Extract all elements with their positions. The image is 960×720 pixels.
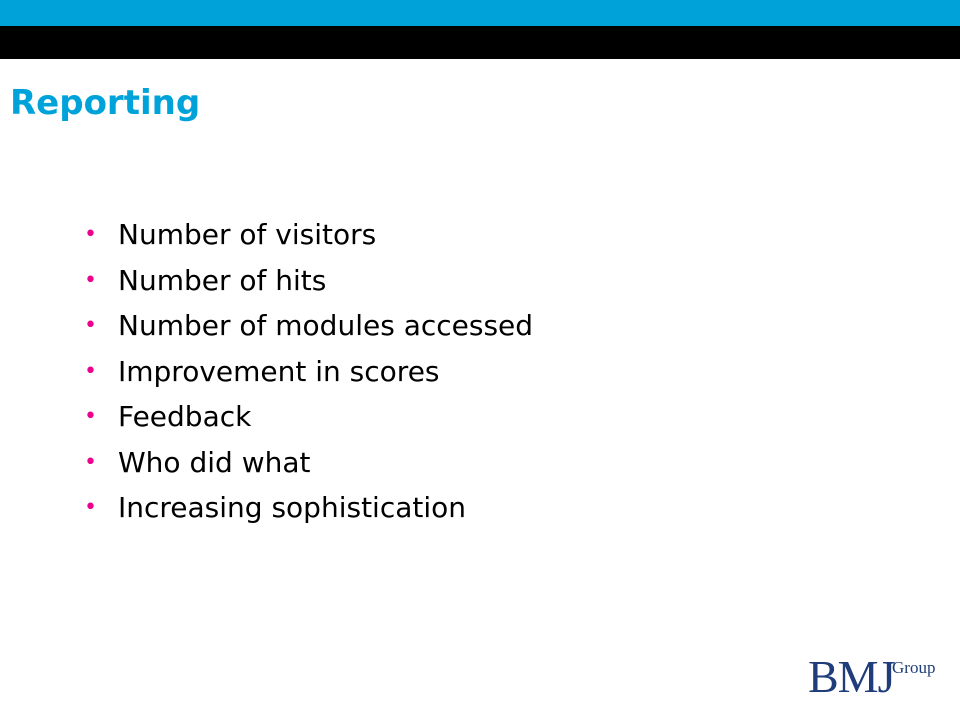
- list-item-text: Feedback: [118, 400, 252, 433]
- bullet-icon: •: [84, 449, 97, 475]
- list-item: [84, 258, 533, 304]
- list-item-text: Number of hits: [118, 263, 327, 297]
- list-item: [84, 303, 533, 349]
- slide-title: Reporting: [10, 83, 201, 123]
- list-item-text: Increasing sophistication: [118, 491, 467, 524]
- header-band: [0, 26, 960, 59]
- bullet-icon: •: [84, 404, 97, 429]
- list-item: [84, 212, 533, 258]
- bmj-group-logo: [808, 652, 948, 702]
- list-item-text: Number of visitors: [118, 218, 377, 251]
- bullet-icon: •: [84, 358, 97, 384]
- top-accent-band: [0, 0, 960, 26]
- bullet-icon: •: [84, 495, 97, 520]
- list-item-text: Improvement in scores: [118, 354, 440, 388]
- logo-subtext: Group: [892, 658, 936, 677]
- list-item: [84, 394, 533, 440]
- bullet-icon: •: [84, 313, 97, 338]
- list-item: [84, 440, 533, 486]
- list-item: [84, 485, 533, 531]
- list-item-text: Who did what: [118, 445, 311, 479]
- list-item: [84, 349, 533, 395]
- list-item-text: Number of modules accessed: [118, 309, 534, 342]
- bullet-list: [84, 212, 533, 531]
- logo-wordmark: BMJ: [808, 651, 895, 702]
- bullet-icon: •: [84, 222, 97, 247]
- bullet-icon: •: [84, 267, 97, 293]
